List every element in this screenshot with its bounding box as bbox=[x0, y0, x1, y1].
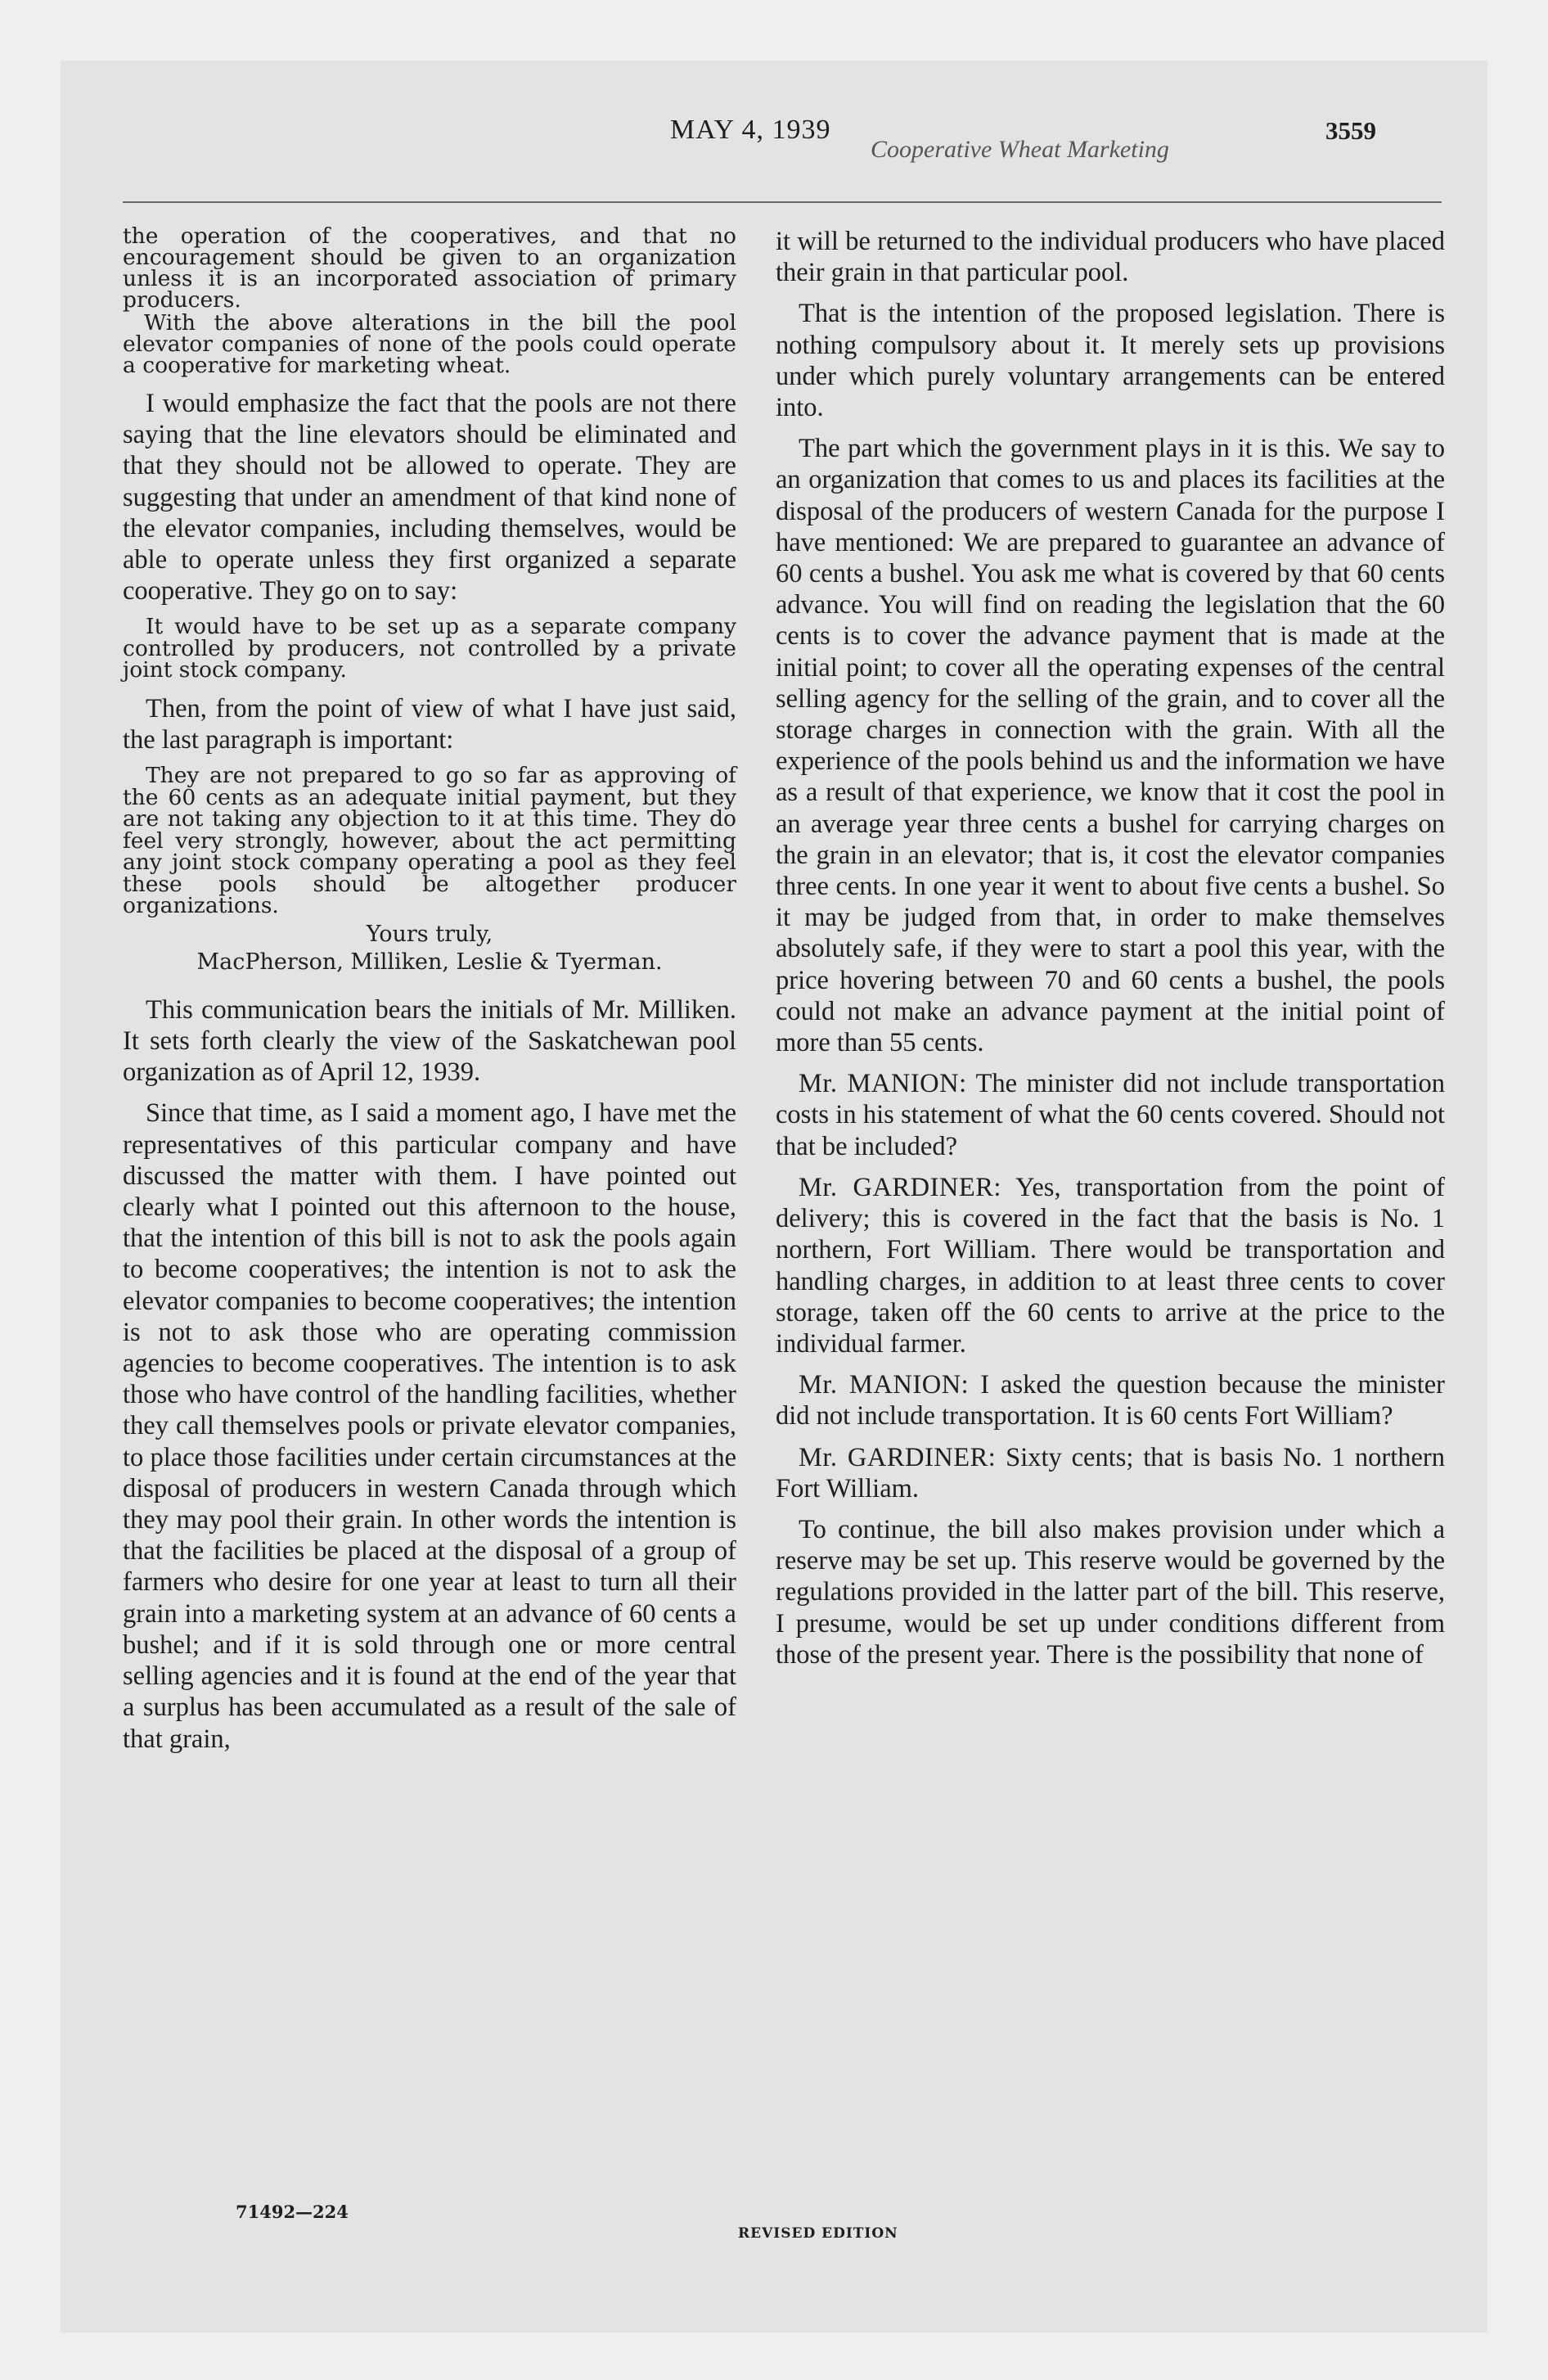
body-paragraph: Then, from the point of view of what I have just said, the last paragraph is important: bbox=[123, 693, 736, 755]
letter-paragraph: the operation of the cooperatives, and that no encouragement should be given to an organization unless it is an incorporated association of primary producers. bbox=[123, 223, 736, 313]
header-title: Cooperative Wheat Marketing bbox=[871, 136, 1169, 163]
speech-text: Sixty cents; that is basis No. 1 northern Fort William. bbox=[776, 1442, 1445, 1503]
page-number: 3559 bbox=[1325, 116, 1376, 145]
letter-closing: Yours truly, bbox=[366, 921, 493, 947]
speaker-name: Mr. MANION: bbox=[799, 1069, 967, 1099]
body-paragraph: This communication bears the initials of Mr. Milliken. It sets forth clearly the view of the Saskatchewan pool organization as of April 12, 1939. bbox=[123, 994, 736, 1088]
right-column bbox=[776, 226, 1445, 1680]
page-header bbox=[61, 115, 1487, 169]
speaker-name: Mr. MANION: bbox=[799, 1370, 970, 1400]
body-paragraph: To continue, the bill also makes provision under which a reserve may be set up. This reserve would be governed by the regulations provided in the latter part of the bill. This reserve, I presume, would be set up under conditions different from those of the present year. There is the possibility that none of bbox=[776, 1514, 1445, 1670]
edition-label: REVISED EDITION bbox=[738, 2225, 898, 2242]
speaker-name: Mr. GARDINER: bbox=[799, 1172, 1001, 1202]
body-paragraph: The part which the government plays in it is this. We say to an organization that comes to us and places its facilities at the disposal of the producers of western Canada for the purpose I have mentioned: We are prepared to guarantee an advance of 60 cents a bushel. You ask me what is covered by that 60 cents advance. You will find on reading the legislation that the 60 cents is to cover the advance payment that is made at the initial point; to cover all the operating expenses of the central selling agency for the selling of the grain, and to cover all the storage charges in connection with the grain. With all the experience of the pools behind us and the information we have as a result of that experience, we know that it cost the pool in an average year three cents a bushel for carrying charges on the grain in an elevator; that is, it cost the elevator companies three cents. In one year it went to about five cents a bushel. So it may be judged from that, in order to make themselves absolutely safe, if they were to start a pool this year, with the price hovering between 70 and 60 cents a bushel, the pools could not make an advance payment at the initial point of more than 55 cents. bbox=[776, 434, 1445, 1058]
letter-signature: MacPherson, Milliken, Leslie & Tyerman. bbox=[196, 949, 663, 975]
header-rule bbox=[123, 201, 1442, 203]
speaker-name: Mr. GARDINER: bbox=[799, 1442, 997, 1472]
body-paragraph: it will be returned to the individual producers who have placed their grain in that particular pool. bbox=[776, 227, 1445, 288]
block-quote: They are not prepared to go so far as approving of the 60 cents as an adequate initial payment, but they are not taking any objection to it at this time. They do feel very strongly, however, about the act permitting any joint stock company operating a pool as they feel these pools should be altogether producer organizations. bbox=[123, 763, 736, 919]
page bbox=[61, 61, 1487, 2333]
letter-paragraph: With the above alterations in the bill the pool elevator companies of none of the pools could operate a cooperative for marketing wheat. bbox=[123, 310, 736, 378]
speech-paragraph bbox=[776, 1369, 1445, 1431]
speech-paragraph bbox=[776, 1442, 1445, 1504]
block-quote: It would have to be set up as a separate company controlled by producers, not controlled by a private joint stock company. bbox=[123, 614, 736, 683]
speech-paragraph bbox=[776, 1172, 1445, 1359]
print-code: 71492—224 bbox=[236, 2202, 349, 2222]
speech-text: I asked the question because the minister did not include transportation. It is 60 cents Fort William? bbox=[776, 1370, 1446, 1431]
body-paragraph: I would emphasize the fact that the pools are not there saying that the line elevators should be eliminated and that they should not be allowed to operate. They are suggesting that under an amendment of that kind none of the elevator companies, including themselves, would be able to operate unless they first organized a separate cooperative. They go on to say: bbox=[123, 389, 736, 606]
speech-paragraph bbox=[776, 1068, 1445, 1162]
speech-text: The minister did not include transportation costs in his statement of what the 60 cents covered. Should not that be included? bbox=[776, 1069, 1445, 1161]
body-paragraph: Since that time, as I said a moment ago, I have met the representatives of this particular company and have discussed the matter with them. I have pointed out clearly what I pointed out this afternoon to the house, that the intention of this bill is not to ask the pools again to become cooperatives; the intention is not to ask the elevator companies to become cooperatives; the intention is not to ask those who are operating commission agencies to become cooperatives. The intention is to ask those who have control of the handling facilities, whether they call themselves pools or private elevator companies, to place those facilities under certain circumstances at the disposal of producers in western Canada through which they may pool their grain. In other words the intention is that the facilities be placed at the disposal of a group of farmers who desire for one year at least to turn all their grain into a marketing system at an advance of 60 cents a bushel; and if it is sold through one or more central selling agencies and it is found at the end of the year that a surplus has been accumulated as a result of the sale of that grain, bbox=[123, 1098, 736, 1754]
body-paragraph: That is the intention of the proposed legislation. There is nothing compulsory about it. It merely sets up provisions under which purely voluntary arrangements can be entered into. bbox=[776, 299, 1445, 423]
speech-text: Yes, transportation from the point of delivery; this is covered in the fact that the basis is No. 1 northern, Fort William. There would be transportation and handling charges, in addition to at least three cents to cover storage, taken off the 60 cents to arrive at the price to the individual farmer. bbox=[776, 1172, 1445, 1359]
header-date: MAY 4, 1939 bbox=[670, 115, 831, 145]
left-column bbox=[123, 223, 736, 1765]
